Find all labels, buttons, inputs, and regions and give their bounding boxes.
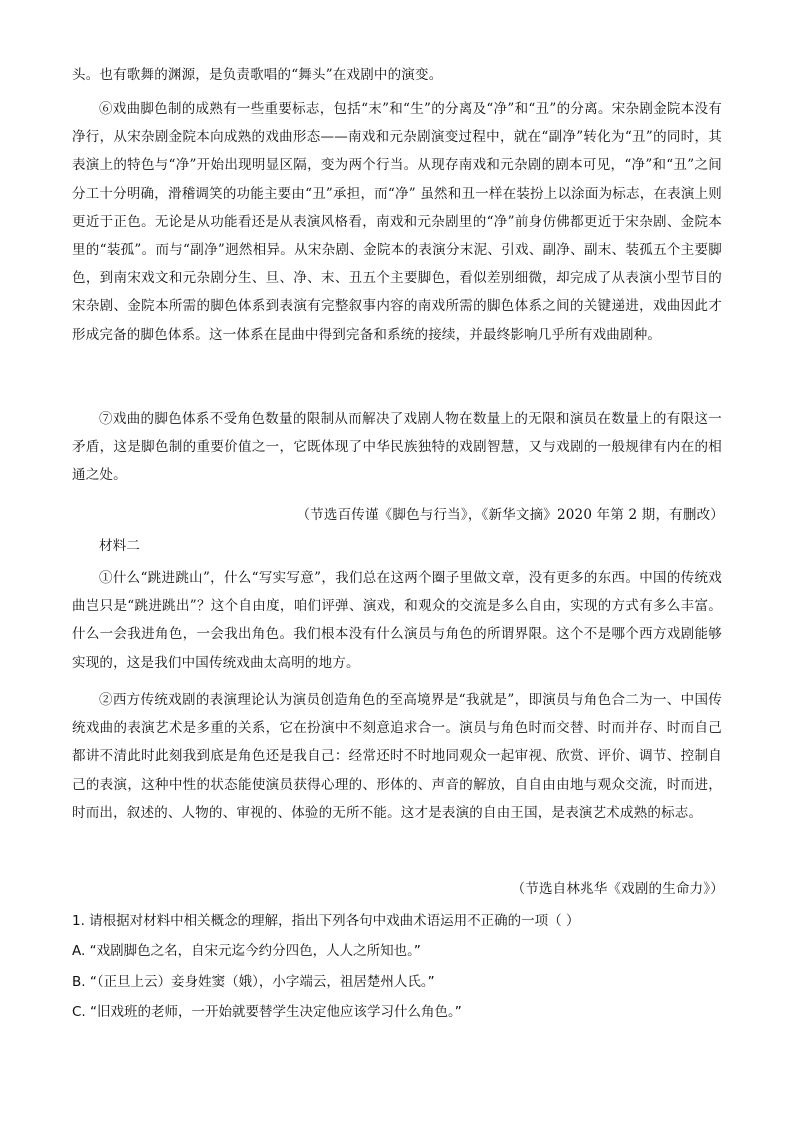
option-b: B. “（正旦上云）妾身姓窦（娥），小字端云，祖居楚州人氏。” — [72, 974, 435, 990]
paragraph-7: ⑦戏曲的脚色体系不受角色数量的限制从而解决了戏剧人物在数量上的无限和演员在数量上的有限这一矛盾，这是脚色制的重要价值之一，它既体现了中华民族独特的戏剧智慧，又与戏剧的一般规律有内在的相通之处。 — [72, 411, 722, 484]
material-2-paragraph-1: ①什么“跳进跳山”，什么“写实写意”，我们总在这两个圈子里做文章，没有更多的东西。中国的传统戏曲岂只是“跳进跳出”？这个自由度，咱们评弹、演戏，和观众的交流是多么自由，实现的方式有多么丰富。什么一会我进角色，一会我出角色。我们根本没有什么演员与角色的所谓界限。这个不是哪个西方戏剧能够实现的，这是我们中国传统戏曲太高明的地方。 — [72, 570, 722, 671]
paragraph-5-tail: 头。也有歌舞的渊源，是负责歌唱的“舞头”在戏剧中的演变。 — [72, 67, 443, 83]
material-1-source: （节选百传谨《脚色与行当》，《新华文摘》2020 年第 2 期，有删改） — [296, 507, 724, 523]
question-1-stem: 1. 请根据对材料中相关概念的理解，指出下列各句中戏曲术语运用不正确的一项（ ） — [72, 913, 580, 929]
material-2-label: 材料二 — [99, 538, 141, 554]
option-c: C. “旧戏班的老师，一开始就要替学生决定他应该学习什么角色。” — [72, 1004, 462, 1020]
material-2-source: （节选自林兆华《戏剧的生命力》） — [511, 881, 724, 897]
material-2-paragraph-2: ②西方传统戏剧的表演理论认为演员创造角色的至高境界是“我就是”，即演员与角色合二为一、中国传统戏曲的表演艺术是多重的关系，它在扮演中不刻意追求合一。演员与角色时而交替、时而并存、时而自己都讲不清此时此刻我到底是角色还是我自己：经常还时不时地同观众一起审视、欣赏、评价、调节、控制自己的表演，这种中性的状态能使演员获得心理的、形体的、声音的解放，自自由由地与观众交流，时而进，时而出，叙述的、人物的、审视的、体验的无所不能。这才是表演的自由王国，是表演艺术成熟的标志。 — [72, 692, 722, 821]
paragraph-6: ⑥戏曲脚色制的成熟有一些重要标志，包括“末”和“生”的分离及“净”和“丑”的分离。宋杂剧金院本没有净行，从宋杂剧金院本向成熟的戏曲形态——南戏和元杂剧演变过程中，就在“副净”转化为“丑”的同时，其表演上的特色与“净”开始出现明显区隔，变为两个行当。从现存南戏和元杂剧的剧本可见，“净”和“丑”之间分工十分明确，滑稽调笑的功能主要由“丑”承担，而“净” 虽然和丑一样在装扮上以涂面为标志，在表演上则更近于正色。无论是从功能看还是从表演风格看，南戏和元杂剧里的“净”前身仿佛都更近于宋杂剧、金院本里的“装孤”。而与“副净”迥然相异。从宋杂剧、金院本的表演分末泥、引戏、副净、副末、装孤五个主要脚色，到南宋戏文和元杂剧分生、旦、净、末、丑五个主要脚色，看似差别细微，却完成了从表演小型节目的宋杂剧、金院本所需的脚色体系到表演有完整叙事内容的南戏所需的脚色体系之间的关键递进，戏曲因此才形成完备的脚色体系。这一体系在昆曲中得到完备和系统的接续，并最终影响几乎所有戏曲剧种。 — [72, 101, 722, 343]
option-a: A. “戏剧脚色之名，自宋元迄今约分四色，人人之所知也。” — [72, 943, 421, 959]
